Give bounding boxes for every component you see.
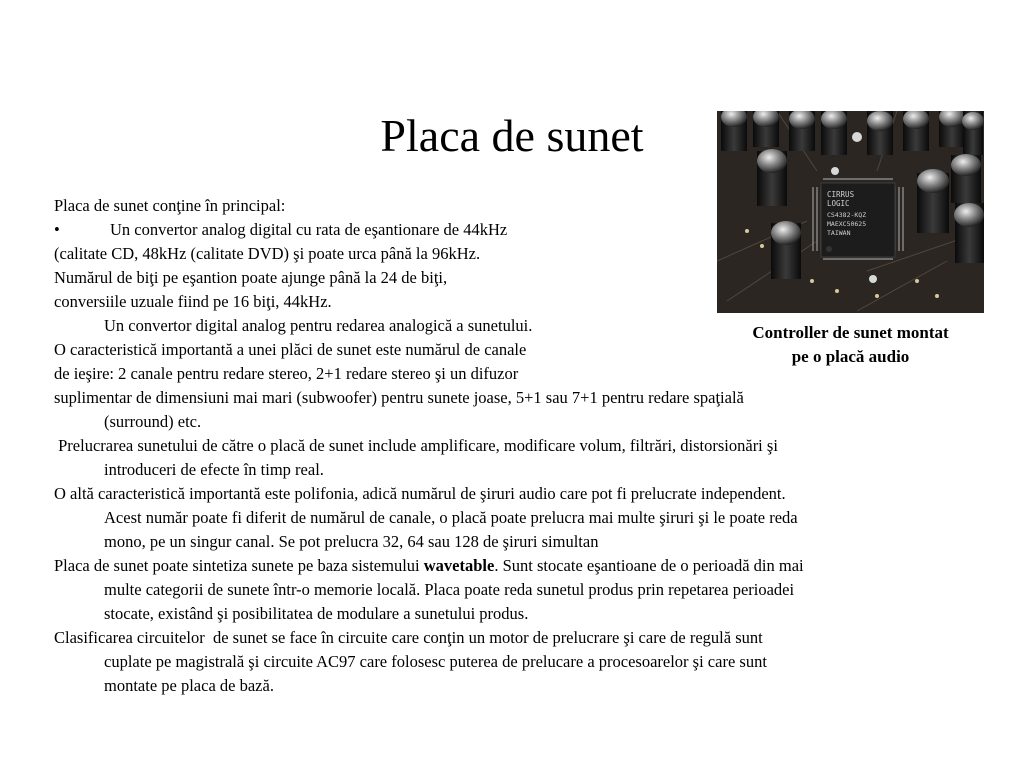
wavetable-term: wavetable (423, 556, 495, 575)
text-line: de ieşire: 2 canale pentru redare stereo, 2+1 redare stereo şi un difuzor (54, 364, 519, 383)
text-line: multe categorii de sunete într-o memorie locală. Placa poate reda sunetul produs prin repetarea perioadei (104, 580, 795, 599)
slide-body-text (54, 194, 974, 698)
svg-text:CS4382-KQZ: CS4382-KQZ (827, 211, 867, 219)
caption-line-2: pe o placă audio (791, 347, 910, 366)
text-line: Clasificarea circuitelor de sunet se face în circuite care conţin un motor de prelucrare şi care de regulă sunt (54, 628, 763, 647)
text-line: Un convertor digital analog pentru redarea analogică a sunetului. (104, 316, 533, 335)
text-line: introduceri de efecte în timp real. (104, 460, 324, 479)
text-line: suplimentar de dimensiuni mai mari (subwoofer) pentru sunete joase, 5+1 sau 7+1 pentru redare spaţială (54, 388, 744, 407)
svg-text:LOGIC: LOGIC (827, 199, 850, 208)
text-fragment: . Sunt stocate eşantioane de o perioadă din mai (494, 556, 804, 575)
text-fragment: Placa de sunet poate sintetiza sunete pe baza sistemului (54, 556, 424, 575)
text-line: O altă caracteristică importantă este polifonia, adică numărul de şiruri audio care pot fi prelucrate independent. (54, 484, 786, 503)
text-line: Numărul de biţi pe eşantion poate ajunge până la 24 de biţi, (54, 268, 448, 287)
text-line: O caracteristică importantă a unei plăci de sunet este numărul de canale (54, 340, 527, 359)
caption-line-1: Controller de sunet montat (752, 323, 949, 342)
text-line: mono, pe un singur canal. Se pot prelucra 32, 64 sau 128 de şiruri simultan (104, 532, 599, 551)
text-line: stocate, existând şi posibilitatea de modulare a sunetului produs. (104, 604, 529, 623)
text-line: (surround) etc. (104, 412, 202, 431)
text-line: Placa de sunet conţine în principal: (54, 196, 286, 215)
svg-text:CIRRUS: CIRRUS (827, 190, 855, 199)
slide-title: Placa de sunet (380, 110, 644, 161)
text-line: conversiile uzuale fiind pe 16 biţi, 44kHz. (54, 292, 332, 311)
text-line: Prelucrarea sunetului de către o placă de sunet include amplificare, modificare volum, filtrări, distorsionări şi (54, 436, 778, 455)
text-line: montate pe placa de bază. (104, 676, 274, 695)
text-line: (calitate CD, 48kHz (calitate DVD) şi poate urca până la 96kHz. (54, 244, 481, 263)
bullet-icon: • (54, 220, 60, 239)
text-line (54, 554, 974, 578)
bullet-item (54, 218, 974, 242)
text-line: cuplate pe magistrală şi circuite AC97 care folosesc puterea de prelucare a procesoarelor şi care sunt (104, 652, 767, 671)
svg-text:MAEXC50625: MAEXC50625 (827, 220, 867, 228)
text-line: Un convertor analog digital cu rata de eşantionare de 44kHz (110, 220, 508, 239)
text-line: Acest număr poate fi diferit de numărul de canale, o placă poate prelucra mai multe şiruri şi le poate reda (104, 508, 798, 527)
svg-text:TAIWAN: TAIWAN (827, 229, 851, 237)
